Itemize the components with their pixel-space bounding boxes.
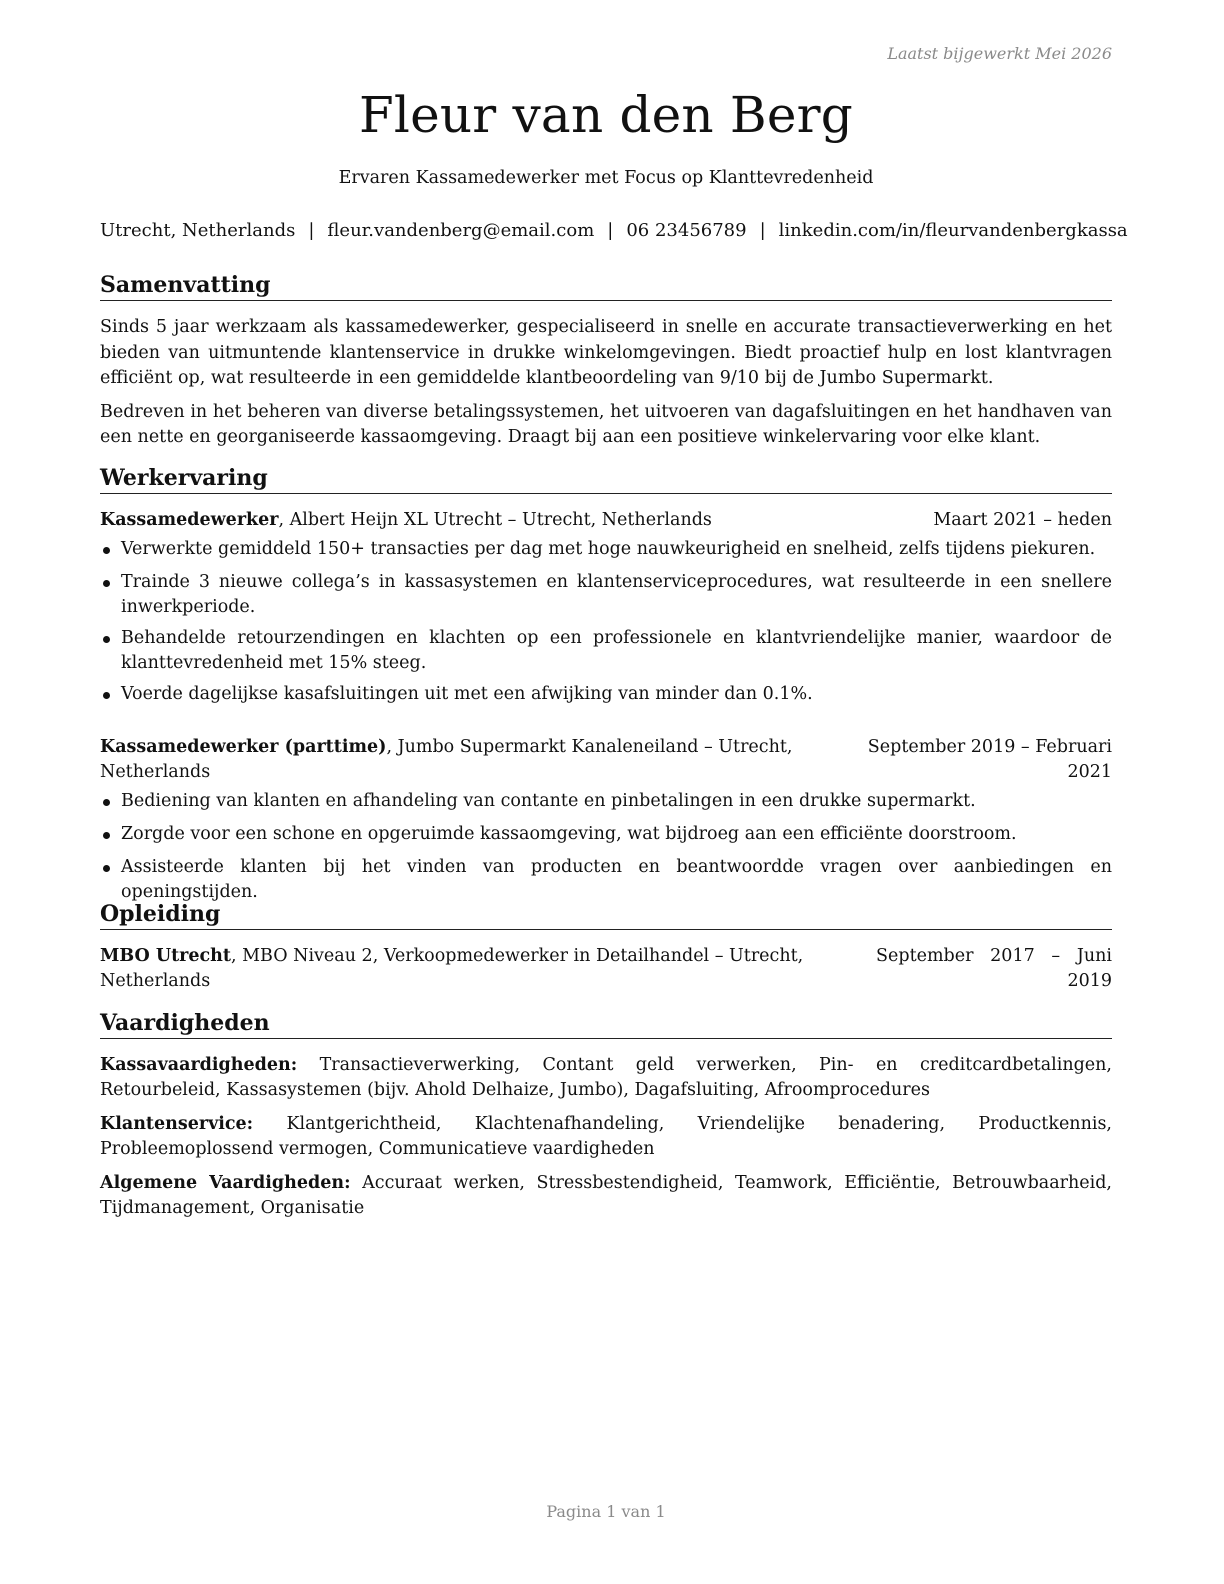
- skill-group-text: Klantgerichtheid, Klachtenafhandeling, Vriendelijke benadering, Productkennis, Probleemoplossend vermogen, Communicatieve vaardigheden: [100, 1114, 1112, 1159]
- job-bullets: [100, 537, 1112, 707]
- last-updated-note: Laatst bijgewerkt Mei 2026: [887, 44, 1112, 63]
- job-role: Kassamedewerker: [100, 510, 279, 530]
- education-entry: [100, 944, 1112, 994]
- bullet-icon: [103, 865, 110, 872]
- job-dates: Maart 2021 – heden: [933, 510, 1112, 530]
- resume-page: [100, 0, 1128, 1584]
- contact-line: [100, 220, 1128, 241]
- job-bullets: [100, 789, 1112, 905]
- skill-group-label: Klantenservice:: [100, 1114, 254, 1134]
- bullet-icon: [103, 580, 110, 587]
- candidate-name: Fleur van den Berg: [359, 86, 853, 144]
- job-dates: September 2019 – Februari 2021: [867, 737, 1112, 782]
- skill-group-label: Kassavaardigheden:: [100, 1055, 298, 1075]
- contact-separator: |: [308, 220, 315, 241]
- skill-group-text: Accuraat werken, Stressbestendigheid, Teamwork, Efficiëntie, Betrouwbaarheid, Tijdmanagement, Organisatie: [100, 1173, 1112, 1218]
- education-details: , MBO Niveau 2, Verkoopmedewerker in Detailhandel – Utrecht, Netherlands: [100, 946, 804, 991]
- list-item: Assisteerde klanten bij het vinden van producten en beantwoordde vragen over aanbiedingen en openingstijden.: [100, 855, 1112, 905]
- bullet-icon: [103, 547, 110, 554]
- job-company: , Albert Heijn XL Utrecht – Utrecht, Netherlands: [278, 510, 712, 530]
- list-item: Voerde dagelijkse kasafsluitingen uit met een afwijking van minder dan 0.1%.: [100, 682, 1112, 707]
- list-item: Verwerkte gemiddeld 150+ transacties per dag met hoge nauwkeurigheid en snelheid, zelfs tijdens piekuren.: [100, 537, 1112, 562]
- job-header: [100, 735, 1112, 785]
- page-number: Pagina 1 van 1: [546, 1502, 666, 1521]
- skills-section: [100, 1009, 1112, 1221]
- contact-email[interactable]: fleur.vandenberg@email.com: [327, 220, 595, 241]
- summary-section: [100, 271, 1112, 451]
- contact-location: Utrecht, Netherlands: [100, 220, 296, 241]
- list-item: Zorgde voor een schone en opgeruimde kassaomgeving, wat bijdroeg aan een efficiënte doorstroom.: [100, 822, 1112, 847]
- section-title-experience: Werkervaring: [100, 464, 1112, 494]
- experience-section: [100, 464, 1112, 905]
- contact-separator: |: [759, 220, 766, 241]
- section-title-summary: Samenvatting: [100, 271, 1112, 301]
- education-school: MBO Utrecht: [100, 946, 231, 966]
- job-entry: [100, 735, 1112, 905]
- list-item: Behandelde retourzendingen en klachten op een professionele en klantvriendelijke manier, waardoor de klanttevredenheid met 15% steeg.: [100, 626, 1112, 676]
- summary-paragraph: Bedreven in het beheren van diverse betalingssystemen, het uitvoeren van dagafsluitingen en het handhaven van een nette en georganiseerde kassaomgeving. Draagt bij aan een positieve winkelervaring voor elke klant.: [100, 401, 1112, 447]
- contact-phone: 06 23456789: [626, 220, 747, 241]
- section-title-education: Opleiding: [100, 900, 1112, 930]
- list-item: Bediening van klanten en afhandeling van contante en pinbetalingen in een drukke supermarkt.: [100, 789, 1112, 814]
- list-item: Trainde 3 nieuwe collega’s in kassasystemen en klantenserviceprocedures, wat resulteerde in een snellere inwerkperiode.: [100, 570, 1112, 620]
- candidate-headline: Ervaren Kassamedewerker met Focus op Klanttevredenheid: [338, 168, 874, 188]
- summary-paragraph: Sinds 5 jaar werkzaam als kassamedewerker, gespecialiseerd in snelle en accurate transactieverwerking en het bieden van uitmuntende klantenservice in drukke winkelomgevingen. Biedt proactief hulp en lost klantvragen efficiënt op, wat resulteerde in een gemiddelde klantbeoordeling van 9/10 bij de Jumbo Supermarkt.: [100, 317, 1112, 388]
- bullet-icon: [103, 832, 110, 839]
- skill-group-text: Transactieverwerking, Contant geld verwerken, Pin- en creditcardbetalingen, Retourbeleid, Kassasystemen (bijv. Ahold Delhaize, Jumbo), Dagafsluiting, Afroomprocedures: [100, 1055, 1112, 1100]
- education-dates: September 2017 – Juni 2019: [876, 946, 1112, 991]
- skill-group: [100, 1171, 1112, 1221]
- education-section: [100, 900, 1112, 994]
- bullet-icon: [103, 636, 110, 643]
- skill-group-label: Algemene Vaardigheden:: [100, 1173, 351, 1193]
- section-title-skills: Vaardigheden: [100, 1009, 1112, 1039]
- job-role: Kassamedewerker (parttime): [100, 737, 387, 757]
- job-entry: [100, 508, 1112, 707]
- contact-linkedin[interactable]: linkedin.com/in/fleurvandenbergkassa: [778, 220, 1128, 241]
- contact-separator: |: [607, 220, 614, 241]
- skill-group: [100, 1053, 1112, 1103]
- job-company: , Jumbo Supermarkt Kanaleneiland – Utrecht, Netherlands: [100, 737, 793, 782]
- bullet-icon: [103, 799, 110, 806]
- bullet-icon: [103, 692, 110, 699]
- job-header: [100, 508, 1112, 533]
- skill-group: [100, 1112, 1112, 1162]
